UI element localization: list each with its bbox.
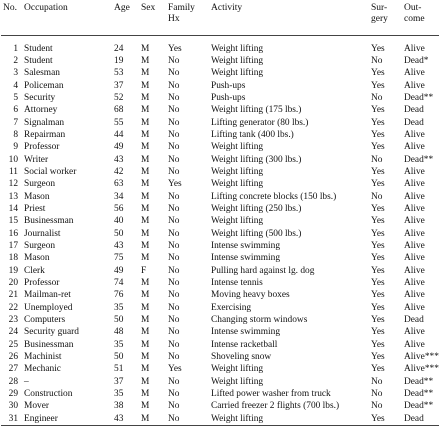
table-row xyxy=(1,154,439,166)
cell-sex: M xyxy=(141,105,150,116)
cell-age: 49 xyxy=(114,265,124,276)
cell-outcome: Dead xyxy=(402,413,439,426)
cell-no: 24 xyxy=(8,327,18,338)
cell-age: 35 xyxy=(114,389,124,400)
cell-family-hx: No xyxy=(168,302,180,313)
table-row xyxy=(1,80,439,92)
table-header xyxy=(1,0,439,35)
cell-activity: Moving heavy boxes xyxy=(211,290,290,301)
cell-family-hx: No xyxy=(168,315,180,326)
cell-family-hx: No xyxy=(168,290,180,301)
header-row xyxy=(1,0,439,35)
table-row xyxy=(1,117,439,129)
table-row xyxy=(1,252,439,264)
cell-sex: M xyxy=(141,401,150,412)
cell-occupation: Surgeon xyxy=(24,241,56,251)
cell-age: 50 xyxy=(114,315,124,326)
table-row xyxy=(1,129,439,141)
cell-sex: M xyxy=(141,315,150,326)
table-row xyxy=(1,166,439,178)
cell-sex: M xyxy=(141,228,150,239)
cell-no: 27 xyxy=(8,364,18,375)
cell-occupation: Mason xyxy=(24,253,50,264)
cell-surgery: Yes xyxy=(371,265,385,276)
cell-age: 19 xyxy=(114,55,124,66)
cell-outcome: Dead* xyxy=(404,55,429,66)
cell-surgery: Yes xyxy=(371,129,385,140)
cell-activity: Lifting tank (400 lbs.) xyxy=(211,129,294,140)
cell-activity: Weight lifting (175 lbs.) xyxy=(211,105,302,116)
cell-age: 43 xyxy=(112,413,139,426)
cell-no: 7 xyxy=(13,117,18,128)
cell-activity: Shoveling snow xyxy=(211,352,272,363)
cell-age: 52 xyxy=(114,92,124,103)
cell-sex: M xyxy=(141,191,150,202)
cell-outcome: Alive xyxy=(404,166,425,177)
cell-age: 56 xyxy=(114,203,124,214)
table-row xyxy=(1,141,439,153)
table-row xyxy=(1,388,439,400)
cell-occupation: Computers xyxy=(24,315,66,326)
cell-outcome: Alive xyxy=(404,265,425,276)
cell-outcome: Alive xyxy=(404,203,425,214)
table-row xyxy=(1,376,439,388)
cell-no: 6 xyxy=(13,105,18,116)
cell-family-hx: No xyxy=(168,92,180,103)
cell-sex: M xyxy=(141,92,150,103)
cell-sex: M xyxy=(141,142,150,153)
cell-age: 43 xyxy=(114,241,124,251)
cell-family-hx: No xyxy=(168,376,180,387)
header-spacer xyxy=(1,35,439,43)
cell-age: 68 xyxy=(114,105,124,116)
table-row xyxy=(1,178,439,190)
cell-age: 24 xyxy=(114,43,124,54)
cell-activity: Weight lifting (500 lbs.) xyxy=(211,228,302,239)
cell-sex: M xyxy=(141,376,150,387)
cell-family-hx: No xyxy=(168,68,180,79)
cell-family-hx: No xyxy=(168,117,180,128)
cell-age: 44 xyxy=(114,129,124,140)
cell-surgery: Yes xyxy=(371,43,385,54)
cell-activity: Weight lifting (300 lbs.) xyxy=(211,154,302,165)
cell-outcome: Alive xyxy=(404,216,425,227)
cell-surgery: Yes xyxy=(371,216,385,227)
header-sex: Sex xyxy=(139,0,166,35)
cell-surgery: Yes xyxy=(371,142,385,153)
cell-occupation: Construction xyxy=(24,389,73,400)
cell-activity: Lifting generator (80 lbs.) xyxy=(211,117,309,128)
cell-family-hx: No xyxy=(168,265,180,276)
cell-no: 19 xyxy=(8,265,18,276)
cell-occupation: Social worker xyxy=(24,166,77,177)
cell-sex: M xyxy=(141,302,150,313)
table-row xyxy=(1,339,439,351)
table-row xyxy=(1,413,439,426)
cell-outcome: Alive xyxy=(404,191,425,202)
cell-occupation: Journalist xyxy=(24,228,61,239)
cell-no: 12 xyxy=(8,179,18,190)
cell-age: 42 xyxy=(114,166,124,177)
cell-age: 53 xyxy=(114,68,124,79)
table-row xyxy=(1,289,439,301)
table-row xyxy=(1,203,439,215)
table-body xyxy=(1,35,439,426)
cell-surgery: Yes xyxy=(371,253,385,264)
cell-family-hx: No xyxy=(168,154,180,165)
cell-surgery: No xyxy=(371,55,383,66)
cell-sex: M xyxy=(141,389,150,400)
cell-family-hx: No xyxy=(168,389,180,400)
cell-surgery: Yes xyxy=(371,339,385,350)
cell-sex: F xyxy=(141,265,147,276)
cell-sex: M xyxy=(141,352,150,363)
cell-age: 38 xyxy=(114,401,124,412)
cell-surgery: No xyxy=(371,92,383,103)
cell-surgery: Yes xyxy=(371,228,385,239)
cell-activity: Intense swimming xyxy=(211,253,281,264)
cell-family-hx: No xyxy=(168,241,180,251)
cell-sex: M xyxy=(139,413,166,426)
cell-activity: Lifted power washer from truck xyxy=(211,389,331,400)
cell-occupation: Student xyxy=(24,43,53,54)
cell-family-hx: No xyxy=(168,228,180,239)
cell-activity: Weight lifting xyxy=(211,364,264,375)
cell-no: 28 xyxy=(8,376,18,387)
cell-family-hx: No xyxy=(168,166,180,177)
cell-occupation: Unemployed xyxy=(24,302,73,313)
table-row xyxy=(1,240,439,252)
table-row xyxy=(1,351,439,363)
cell-surgery: Yes xyxy=(371,166,385,177)
cell-surgery: Yes xyxy=(371,315,385,326)
cell-surgery: Yes xyxy=(371,203,385,214)
cell-activity: Weight lifting xyxy=(211,142,264,153)
cell-family-hx: No xyxy=(168,278,180,289)
table-row xyxy=(1,228,439,240)
cell-no: 2 xyxy=(13,55,18,66)
cell-activity: Weight lifting xyxy=(211,376,264,387)
cell-surgery: No xyxy=(371,191,383,202)
header-no: No. xyxy=(1,0,22,35)
cell-activity: Weight lifting xyxy=(211,68,264,79)
case-table xyxy=(1,0,439,426)
cell-surgery: Yes xyxy=(371,290,385,301)
cell-outcome: Dead xyxy=(404,117,424,128)
header-surgery: Sur- gery xyxy=(369,0,402,35)
cell-occupation: – xyxy=(24,376,29,387)
cell-age: 35 xyxy=(114,302,124,313)
cell-outcome: Alive xyxy=(404,302,425,313)
cell-surgery: Yes xyxy=(371,278,385,289)
cell-surgery: Yes xyxy=(371,179,385,190)
cell-surgery: Yes xyxy=(371,364,385,375)
cell-family-hx: No xyxy=(168,401,180,412)
cell-family-hx: Yes xyxy=(168,43,182,54)
header-activity: Activity xyxy=(209,0,369,35)
cell-no: 9 xyxy=(13,142,18,153)
cell-sex: M xyxy=(141,339,150,350)
cell-no: 25 xyxy=(8,339,18,350)
table-row xyxy=(1,104,439,116)
cell-age: 51 xyxy=(114,364,124,375)
cell-family-hx: No xyxy=(168,253,180,264)
cell-sex: M xyxy=(141,179,150,190)
cell-outcome: Alive xyxy=(404,129,425,140)
cell-no: 11 xyxy=(8,166,18,177)
cell-family-hx: No xyxy=(168,216,180,227)
cell-family-hx: Yes xyxy=(168,364,182,375)
cell-occupation: Security guard xyxy=(24,327,79,338)
cell-surgery: Yes xyxy=(369,413,402,426)
table-row xyxy=(1,215,439,227)
cell-sex: M xyxy=(141,253,150,264)
cell-activity: Pulling hard against lg. dog xyxy=(211,265,315,276)
cell-surgery: Yes xyxy=(371,241,385,251)
cell-activity: Weight lifting xyxy=(211,43,264,54)
cell-age: 50 xyxy=(114,352,124,363)
cell-no: 21 xyxy=(8,290,18,301)
cell-no: 23 xyxy=(8,315,18,326)
table-row xyxy=(1,67,439,79)
cell-sex: M xyxy=(141,154,150,165)
cell-occupation: Mason xyxy=(24,191,50,202)
cell-occupation: Signalman xyxy=(24,117,65,128)
cell-activity: Weight lifting (250 lbs.) xyxy=(211,203,302,214)
cell-outcome: Alive xyxy=(404,80,425,91)
cell-sex: M xyxy=(141,327,150,338)
cell-activity: Weight lifting xyxy=(211,166,264,177)
cell-outcome: Dead xyxy=(404,315,424,326)
cell-sex: M xyxy=(141,290,150,301)
cell-occupation: Mailman-ret xyxy=(24,290,71,301)
cell-activity: Intense racketball xyxy=(211,339,278,350)
spacer-cell xyxy=(1,35,439,43)
cell-sex: M xyxy=(141,166,150,177)
cell-no: 17 xyxy=(8,241,18,251)
cell-sex: M xyxy=(141,117,150,128)
cell-family-hx: No xyxy=(168,80,180,91)
cell-occupation: Mover xyxy=(24,401,49,412)
cell-outcome: Alive*** xyxy=(404,352,439,363)
cell-occupation: Security xyxy=(24,92,56,103)
cell-outcome: Alive xyxy=(404,43,425,54)
cell-family-hx: No xyxy=(168,191,180,202)
cell-occupation: Machinist xyxy=(24,352,62,363)
cell-no: 10 xyxy=(8,154,18,165)
cell-no: 13 xyxy=(8,191,18,202)
cell-sex: M xyxy=(141,129,150,140)
table-row xyxy=(1,265,439,277)
cell-no: 15 xyxy=(8,216,18,227)
cell-no: 14 xyxy=(8,203,18,214)
cell-surgery: Yes xyxy=(371,117,385,128)
cell-outcome: Dead xyxy=(404,105,424,116)
cell-outcome: Dead** xyxy=(404,376,434,387)
cell-no: 8 xyxy=(13,129,18,140)
cell-outcome: Alive xyxy=(404,228,425,239)
table-row xyxy=(1,302,439,314)
cell-sex: M xyxy=(141,216,150,227)
table-row xyxy=(1,191,439,203)
cell-occupation: Professor xyxy=(24,278,60,289)
cell-outcome: Dead** xyxy=(404,401,434,412)
cell-age: 74 xyxy=(114,278,124,289)
header-family-hx: Family Hx xyxy=(166,0,209,35)
table-row xyxy=(1,55,439,67)
cell-family-hx: Yes xyxy=(168,179,182,190)
cell-age: 35 xyxy=(114,339,124,350)
cell-sex: M xyxy=(141,278,150,289)
cell-outcome: Alive xyxy=(404,278,425,289)
cell-occupation: Student xyxy=(24,55,53,66)
cell-outcome: Dead** xyxy=(404,92,434,103)
cell-outcome: Dead** xyxy=(404,154,434,165)
header-outcome: Out- come xyxy=(402,0,439,35)
cell-occupation: Professor xyxy=(24,142,60,153)
cell-activity: Weight lifting xyxy=(211,179,264,190)
cell-occupation: Businessman xyxy=(24,339,74,350)
table-row xyxy=(1,400,439,412)
cell-outcome: Dead** xyxy=(404,389,434,400)
cell-occupation: Salesman xyxy=(24,68,60,79)
cell-activity: Intense swimming xyxy=(211,327,281,338)
cell-age: 55 xyxy=(114,117,124,128)
cell-age: 37 xyxy=(114,376,124,387)
cell-occupation: Attorney xyxy=(24,105,58,116)
cell-activity: Weight lifting xyxy=(209,413,369,426)
cell-surgery: No xyxy=(371,154,383,165)
cell-outcome: Alive xyxy=(404,179,425,190)
cell-age: 50 xyxy=(114,228,124,239)
cell-outcome: Alive xyxy=(404,339,425,350)
cell-family-hx: No xyxy=(168,129,180,140)
cell-no: 5 xyxy=(13,92,18,103)
cell-family-hx: No xyxy=(166,413,209,426)
cell-sex: M xyxy=(141,80,150,91)
cell-age: 40 xyxy=(114,216,124,227)
cell-activity: Weight lifting xyxy=(211,55,264,66)
table-row xyxy=(1,363,439,375)
cell-outcome: Alive xyxy=(404,68,425,79)
cell-no: 26 xyxy=(8,352,18,363)
table-row xyxy=(1,277,439,289)
cell-outcome: Alive xyxy=(404,327,425,338)
cell-occupation: Repairman xyxy=(24,129,66,140)
cell-family-hx: No xyxy=(168,55,180,66)
cell-age: 63 xyxy=(114,179,124,190)
cell-age: 37 xyxy=(114,80,124,91)
table-row xyxy=(1,314,439,326)
cell-age: 75 xyxy=(114,253,124,264)
cell-outcome: Alive xyxy=(404,290,425,301)
table-row xyxy=(1,43,439,55)
cell-sex: M xyxy=(141,68,150,79)
cell-outcome: Alive xyxy=(404,241,425,251)
cell-activity: Push-ups xyxy=(211,80,246,91)
cell-no: 4 xyxy=(13,80,18,91)
cell-surgery: Yes xyxy=(371,80,385,91)
cell-surgery: No xyxy=(371,401,383,412)
cell-activity: Changing storm windows xyxy=(211,315,308,326)
cell-family-hx: No xyxy=(168,339,180,350)
cell-no: 29 xyxy=(8,389,18,400)
cell-occupation: Businessman xyxy=(24,216,74,227)
cell-surgery: No xyxy=(371,376,383,387)
cell-occupation: Engineer xyxy=(22,413,112,426)
cell-family-hx: No xyxy=(168,352,180,363)
cell-activity: Exercising xyxy=(211,302,252,313)
cell-no: 3 xyxy=(13,68,18,79)
cell-no: 16 xyxy=(8,228,18,239)
cell-surgery: Yes xyxy=(371,302,385,313)
cell-age: 76 xyxy=(114,290,124,301)
cell-activity: Carried freezer 2 flights (700 lbs.) xyxy=(211,401,340,412)
cell-age: 34 xyxy=(114,191,124,202)
cell-family-hx: No xyxy=(168,105,180,116)
cell-occupation: Clerk xyxy=(24,265,45,276)
cell-activity: Lifting concrete blocks (150 lbs.) xyxy=(211,191,337,202)
cell-activity: Weight lifting xyxy=(211,216,264,227)
cell-no: 22 xyxy=(8,302,18,313)
cell-no: 31 xyxy=(1,413,22,426)
cell-surgery: No xyxy=(371,389,383,400)
cell-age: 49 xyxy=(114,142,124,153)
cell-sex: M xyxy=(141,241,150,251)
cell-activity: Push-ups xyxy=(211,92,246,103)
cell-age: 43 xyxy=(114,154,124,165)
cell-sex: M xyxy=(141,364,150,375)
cell-sex: M xyxy=(141,43,150,54)
cell-no: 20 xyxy=(8,278,18,289)
cell-outcome: Alive*** xyxy=(404,364,439,375)
cell-no: 1 xyxy=(13,43,18,54)
cell-outcome: Alive xyxy=(404,142,425,153)
cell-occupation: Writer xyxy=(24,154,49,165)
cell-no: 18 xyxy=(8,253,18,264)
cell-occupation: Policeman xyxy=(24,80,64,91)
header-age: Age xyxy=(112,0,139,35)
cell-occupation: Mechanic xyxy=(24,364,61,375)
cell-activity: Intense swimming xyxy=(211,241,281,251)
cell-surgery: Yes xyxy=(371,352,385,363)
cell-family-hx: No xyxy=(168,203,180,214)
cell-family-hx: No xyxy=(168,142,180,153)
cell-family-hx: No xyxy=(168,327,180,338)
cell-occupation: Priest xyxy=(24,203,46,214)
cell-outcome: Alive xyxy=(404,253,425,264)
cell-surgery: Yes xyxy=(371,327,385,338)
header-occupation: Occupation xyxy=(22,0,112,35)
cell-no: 30 xyxy=(8,401,18,412)
cell-occupation: Surgeon xyxy=(24,179,56,190)
cell-age: 48 xyxy=(114,327,124,338)
cell-sex: M xyxy=(141,203,150,214)
cell-activity: Intense tennis xyxy=(211,278,263,289)
cell-surgery: Yes xyxy=(371,68,385,79)
table-row xyxy=(1,326,439,338)
cell-surgery: Yes xyxy=(371,105,385,116)
table-row xyxy=(1,92,439,104)
cell-sex: M xyxy=(141,55,150,66)
